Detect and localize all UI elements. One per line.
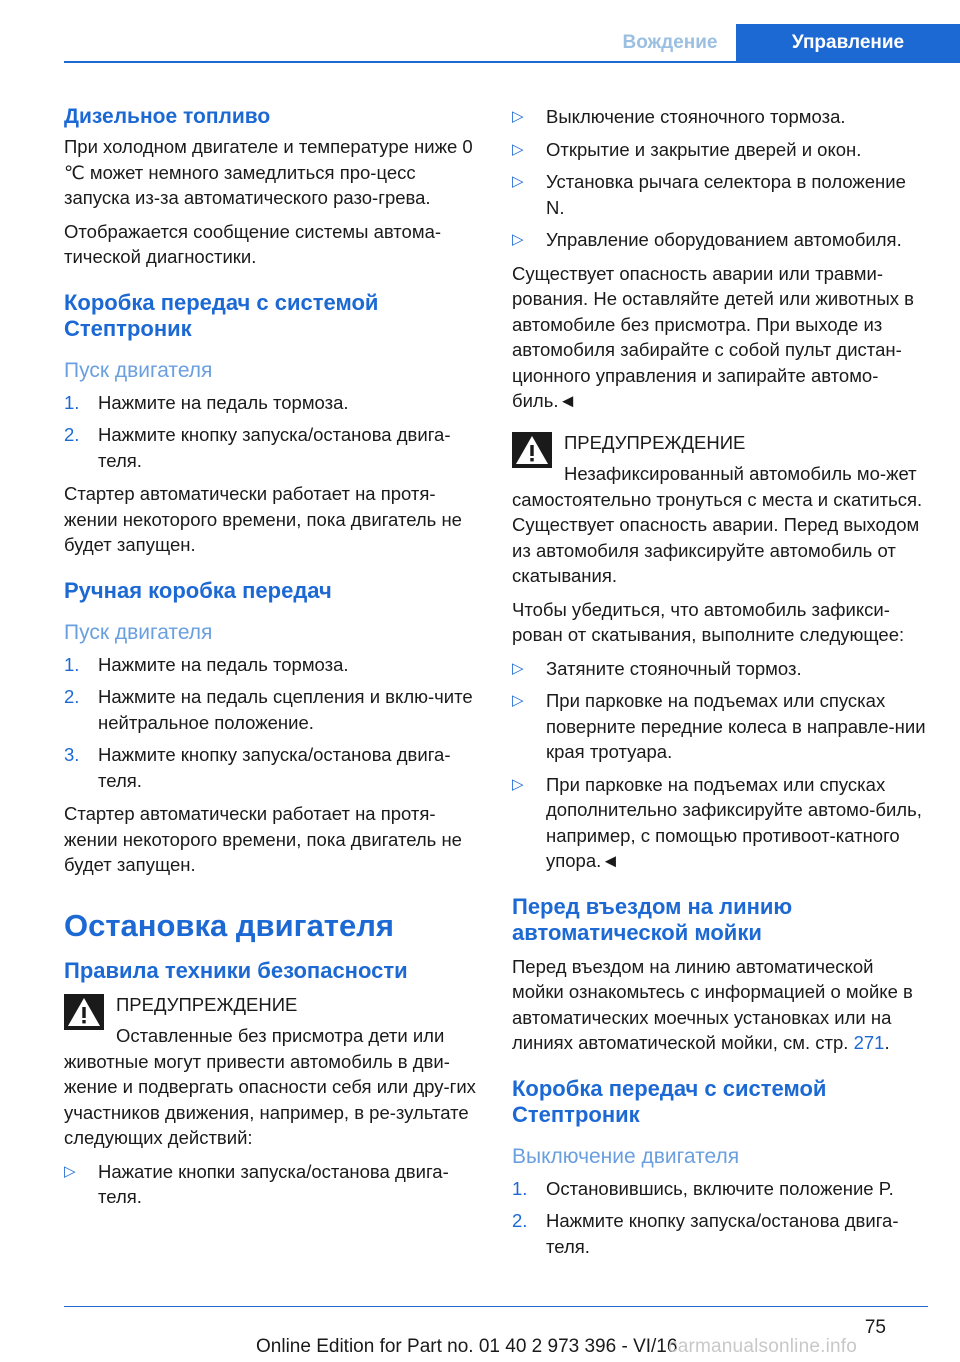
carwash-text: Перед въездом на линию автоматической мойки ознакомьтесь с информацией о мойке в автоматических моечных установках или на линиях автоматической мойки, см. стр.	[512, 955, 913, 1053]
list-item	[512, 1208, 928, 1259]
warning-text: Незафиксированный автомобиль мо-жет самостоятельно тронуться с места и скатиться. Существует опасность аварии. Перед выходом из автомобиля зафиксируйте автомобиль от скатывания.	[512, 463, 923, 586]
triangle-bullet-icon: ▷	[512, 692, 524, 709]
heading-engine-stop: Остановка двигателя	[64, 907, 395, 943]
warning-icon	[64, 994, 104, 1030]
tab-driving[interactable]: Вождение	[622, 32, 718, 53]
heading-carwash: Перед въездом на линию автоматической мойки	[512, 893, 793, 945]
step-number: 1.	[64, 391, 80, 413]
step-text: Нажмите кнопку запуска/останова двига-теля.	[98, 744, 451, 791]
list-item	[512, 772, 928, 874]
watermark: carmanualsonline.info	[668, 1336, 858, 1357]
step-number: 2.	[64, 686, 80, 707]
heading-engine-off: Выключение двигателя	[512, 1144, 740, 1168]
step-text: Нажмите кнопку запуска/останова двига-теля.	[98, 424, 451, 471]
heading-safety: Правила техники безопасности	[64, 957, 408, 983]
list-item	[64, 1159, 480, 1210]
page-number: 75	[864, 1317, 886, 1338]
list-item	[512, 227, 928, 253]
bullets-left	[64, 1159, 480, 1210]
bullet-text: Установка рычага селектора в положение N.	[546, 171, 906, 218]
page-header	[0, 0, 960, 62]
warning-title: ПРЕДУПРЕЖДЕНИЕ	[564, 431, 746, 453]
triangle-bullet-icon: ▷	[512, 173, 524, 190]
warning-icon	[512, 432, 552, 468]
step-number: 2.	[512, 1210, 528, 1231]
bullets-right-2	[512, 656, 928, 874]
bullet-text: При парковке на подъемах или спусках дополнительно зафиксируйте автомо-биль, например, с помощью противоот-катного упора.◄	[546, 773, 922, 871]
list-item	[64, 652, 480, 678]
list-item	[512, 169, 928, 220]
header-divider	[64, 61, 960, 63]
list-item	[512, 656, 928, 682]
edition-text: Online Edition for Part no. 01 40 2 973 396 - VI/16	[256, 1336, 678, 1357]
tab-controls[interactable]: Управление	[736, 24, 960, 62]
triangle-bullet-icon: ▷	[512, 108, 524, 125]
heading-steptronic: Коробка передач с системой Стептроник	[64, 289, 379, 341]
triangle-bullet-icon: ▷	[512, 231, 524, 248]
list-item	[512, 1176, 928, 1202]
paragraph-diesel-2: Отображается сообщение системы автома-тической диагностики.	[64, 220, 442, 267]
list-item	[512, 137, 928, 163]
list-item	[64, 684, 480, 735]
bullet-text: Выключение стояночного тормоза.	[546, 106, 846, 127]
list-item	[64, 422, 480, 473]
triangle-bullet-icon: ▷	[512, 659, 524, 677]
page-link[interactable]: 271	[853, 1032, 885, 1053]
right-column	[512, 104, 928, 1267]
heading-manual-gearbox: Ручная коробка передач	[64, 577, 332, 603]
bullet-text: Затяните стояночный тормоз.	[546, 657, 802, 679]
paragraph-carwash	[512, 954, 928, 1056]
list-item	[512, 688, 928, 765]
paragraph-diesel-1: При холодном двигателе и температуре ниже 0 ℃ может немного замедлиться про-цесс запуска из-за автоматического разо-грева.	[64, 136, 473, 208]
step-text: Нажмите на педаль тормоза.	[98, 653, 349, 675]
triangle-bullet-icon: ▷	[64, 1162, 76, 1180]
step-text: Нажмите на педаль тормоза.	[98, 391, 349, 413]
bullet-text: Открытие и закрытие дверей и окон.	[546, 138, 862, 160]
steps-list-off	[512, 1176, 928, 1260]
heading-diesel: Дизельное топливо	[64, 105, 271, 128]
step-number: 1.	[512, 1177, 528, 1199]
step-text: Нажмите на педаль сцепления и вклю-чите нейтральное положение.	[98, 686, 473, 733]
step-number: 2.	[64, 424, 80, 445]
paragraph-danger: Существует опасность аварии или травми-рования. Не оставляйте детей или животных в автомобиле без присмотра. При выходе из автомобиля забирайте с собой пульт дистан-ционного управления и запирайте автомо-биль.◄	[512, 262, 914, 411]
paragraph-starter-2: Стартер автоматически работает на протя-жении некоторого времени, пока двигатель не будет запущен.	[64, 803, 462, 875]
steps-list-1	[64, 390, 480, 474]
bullet-text: Нажатие кнопки запуска/останова двига-теля.	[98, 1160, 449, 1207]
left-column	[64, 104, 480, 1218]
paragraph-starter-1: Стартер автоматически работает на протя-жении некоторого времени, пока двигатель не будет запущен.	[64, 483, 462, 555]
carwash-end: .	[884, 1032, 890, 1053]
steps-list-2	[64, 652, 480, 794]
warning-block	[512, 430, 928, 589]
step-number: 3.	[64, 744, 80, 765]
list-item	[512, 104, 928, 130]
warning-title: ПРЕДУПРЕЖДЕНИЕ	[116, 993, 298, 1015]
triangle-bullet-icon: ▷	[512, 775, 524, 793]
paragraph-secure: Чтобы убедиться, что автомобиль зафикси-рован от скатывания, выполните следующее:	[512, 598, 905, 645]
bullet-text: Управление оборудованием автомобиля.	[546, 229, 902, 250]
list-item	[64, 390, 480, 416]
bullets-right-1	[512, 104, 928, 253]
list-item	[64, 742, 480, 793]
triangle-bullet-icon: ▷	[512, 140, 524, 158]
heading-engine-start-1: Пуск двигателя	[64, 358, 213, 382]
footer-divider	[64, 1306, 928, 1307]
warning-text: Оставленные без присмотра дети или животные могут привести автомобиль в дви-жение и подвергать опасности себя или дру-гих участников движения, например, в ре-зультате следующих действий:	[64, 1025, 476, 1148]
warning-block	[64, 992, 480, 1151]
bullet-text: При парковке на подъемах или спусках поверните передние колеса в направле-нии края тротуара.	[546, 690, 926, 762]
heading-steptronic-right: Коробка передач с системой Стептроник	[512, 1075, 827, 1127]
step-number: 1.	[64, 653, 80, 675]
heading-engine-start-2: Пуск двигателя	[64, 620, 213, 644]
step-text: Нажмите кнопку запуска/останова двига-теля.	[546, 1210, 899, 1257]
step-text: Остановившись, включите положение P.	[546, 1177, 894, 1199]
